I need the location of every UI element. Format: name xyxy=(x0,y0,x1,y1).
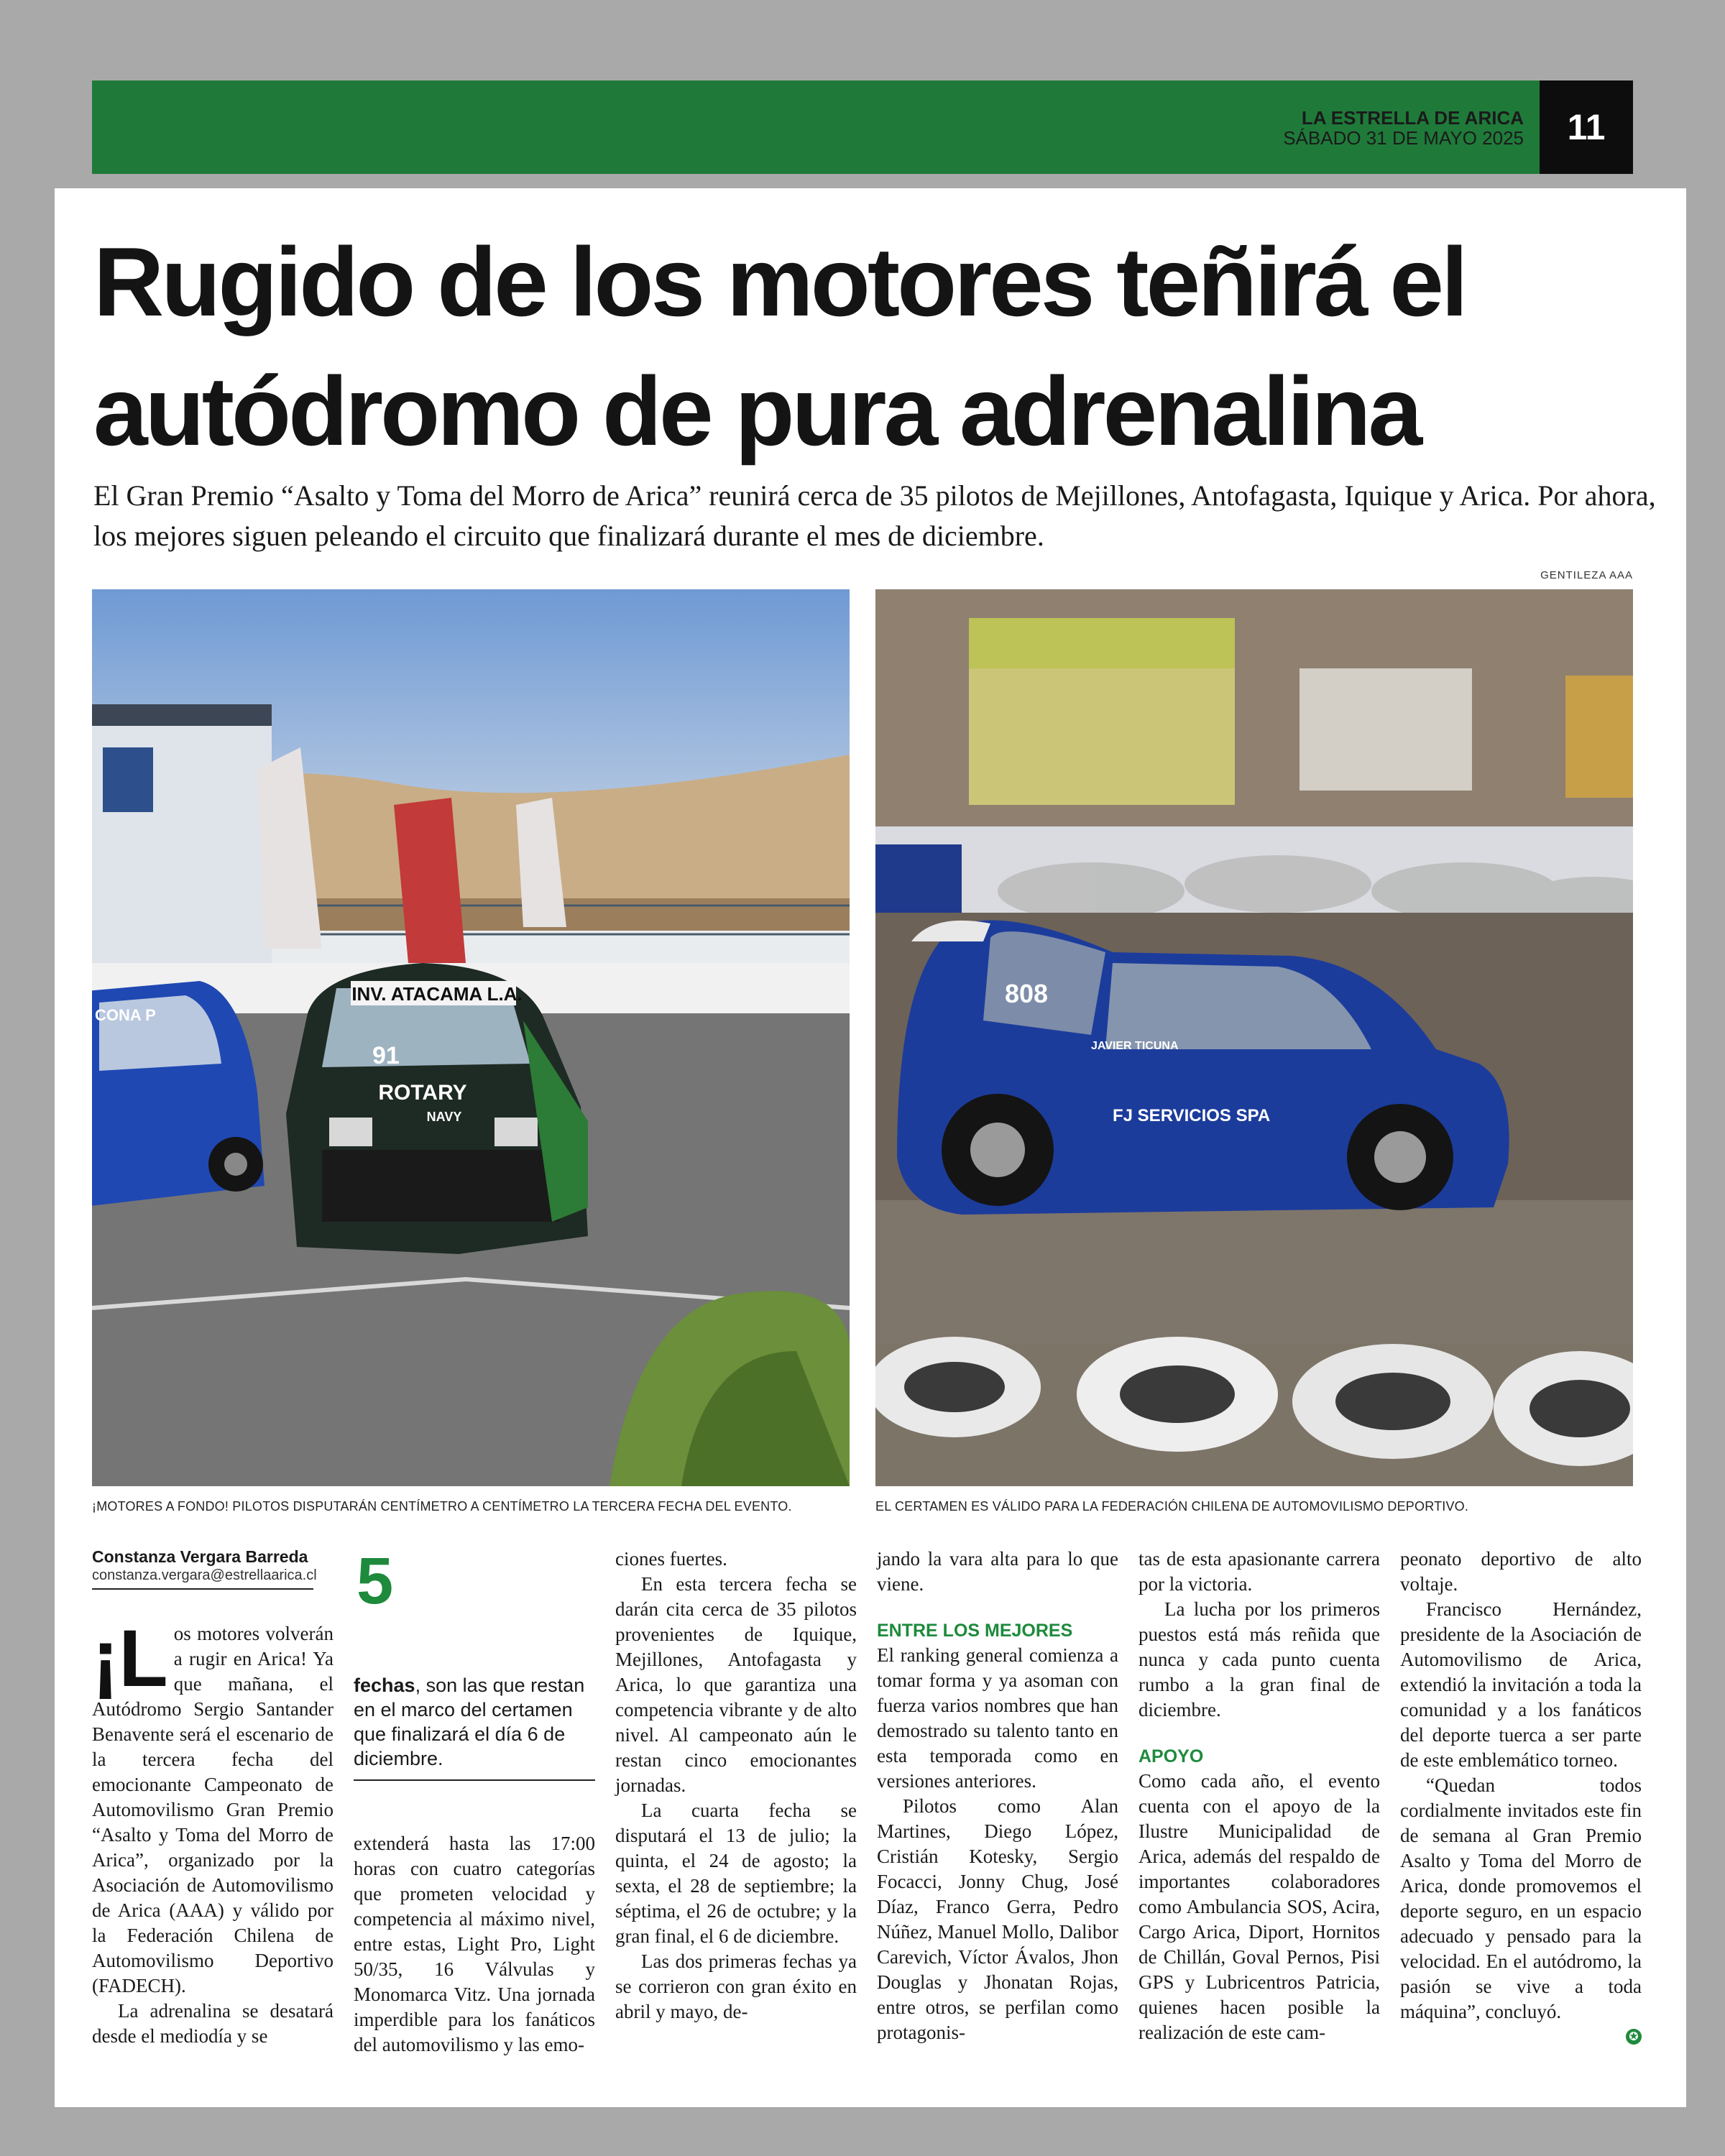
paragraph-4: La cuarta fecha se disputará el 13 de julio; la quinta, el 24 de agosto; la sexta, el 28 de septiembre; la séptima, el 26 de octubre; y la gran final, el 6 de diciembre. xyxy=(615,1800,857,1947)
paragraph-2-start: La adrenalina se desatará desde el mediodía y se xyxy=(92,2000,334,2047)
body-column-6 xyxy=(1400,1547,1642,2045)
byline-divider xyxy=(92,1588,313,1590)
photo-right xyxy=(875,589,1633,1486)
car-number-808: 808 xyxy=(1004,979,1049,1008)
publication-date: SÁBADO 31 DE MAYO 2025 xyxy=(1283,127,1524,149)
body-column-5 xyxy=(1138,1547,1380,2045)
publication-name: LA ESTRELLA DE ARICA xyxy=(1301,107,1524,129)
subhead-entre-los-mejores: ENTRE LOS MEJORES xyxy=(877,1621,1073,1641)
factbox-bold: fechas xyxy=(354,1674,415,1696)
car-label-conap: CONA P xyxy=(95,1006,156,1024)
caption-right: EL CERTAMEN ES VÁLIDO PARA LA FEDERACIÓN CHILENA DE AUTOMOVILISMO DEPORTIVO. xyxy=(875,1499,1469,1514)
paragraph-7-start: Pilotos como Alan Martines, Diego López, Cristián Kotesky, Sergio Focacci, Jonny Chug, José Díaz, Franco Gerra, Pedro Núñez, Manuel Mollo, Dalibor Carevich, Víctor Ávalos, Jhon Douglas y Jhonatan Rojas, entre otros, se perfilan como protagonis- xyxy=(877,1795,1118,2043)
byline-name: Constanza Vergara Barreda xyxy=(92,1547,308,1566)
paragraph-2-cont: extenderá hasta las 17:00 horas con cuatro categorías que prometen velocidad y competencia al máximo nivel, entre estas, Light Pro, Light 50/35, 16 Válvulas y Monomarca Vitz. Una jornada imperdible para los fanáticos del automovilismo y las emo- xyxy=(354,1833,595,2055)
paragraph-6: El ranking general comienza a tomar forma y ya asoman con fuerza varios nombres que han demostrado su talento tanto en esta temporada como en versiones anteriores. xyxy=(877,1644,1118,1792)
paragraph-5-start: Las dos primeras fechas ya se corrieron con gran éxito en abril y mayo, de- xyxy=(615,1950,857,2022)
car-label-sponsor: FJ SERVICIOS SPA xyxy=(1113,1106,1271,1125)
subheadline: El Gran Premio “Asalto y Toma del Morro de Arica” reunirá cerca de 35 pilotos de Mejillones, Antofagasta, Iquique y Arica. Por ahora, los mejores siguen peleando el circuito que finalizará durante el mes de diciembre. xyxy=(93,479,1656,552)
header-band xyxy=(92,80,1633,174)
body-column-1 xyxy=(92,1547,334,2049)
publication-info xyxy=(1283,108,1524,148)
car-label-atacama: INV. ATACAMA L.A. xyxy=(351,983,523,1005)
article-page xyxy=(55,188,1686,2107)
car-label-navy: NAVY xyxy=(426,1110,462,1124)
photo-right-illustration xyxy=(875,589,1633,1486)
subhead-apoyo: APOYO xyxy=(1138,1746,1204,1766)
paragraph-10: Francisco Hernández, presidente de la Asociación de Automovilismo de Arica, extendió la invitación a toda la comunidad y a los fanáticos del deporte tuerca a ser parte de este emblemático torneo. xyxy=(1400,1598,1642,1771)
paragraph-5-end: jando la vara alta para lo que viene. xyxy=(877,1548,1118,1595)
lead-paragraph xyxy=(92,1613,334,1999)
paragraph-7-end: tas de esta apasionante carrera por la victoria. xyxy=(1138,1548,1380,1595)
caption-left: ¡MOTORES A FONDO! PILOTOS DISPUTARÁN CENTÍMETRO A CENTÍMETRO LA TERCERA FECHA DEL EVENTO. xyxy=(92,1499,792,1514)
page-number: 11 xyxy=(1540,80,1633,174)
headline: Rugido de los motores teñirá el autódromo de pura adrenalina xyxy=(93,227,1466,466)
paragraph-9-start: Como cada año, el evento cuenta con el apoyo de la Ilustre Municipalidad de Arica, además del respaldo de importantes colaboradores como Ambulancia SOS, Acira, Cargo Arica, Diport, Hornitos de Chillán, Goval Pernos, Pisi GPS y Lubricentros Patricia, quienes hacen posible la realización de este cam- xyxy=(1138,1770,1380,2043)
paragraph-8: La lucha por los primeros puestos está más reñida que nunca y cada punto cuenta rumbo a la gran final de diciembre. xyxy=(1138,1598,1380,1720)
paragraph-3: En esta tercera fecha se darán cita cerca de 35 pilotos provenientes de Iquique, Mejillones, Antofagasta y Arica, lo que garantiza una competencia vibrante y de alto nivel. Al campeonato aún le restan cinco emocionantes jornadas. xyxy=(615,1573,857,1796)
paragraph-2-end: ciones fuertes. xyxy=(615,1548,727,1570)
byline-email: constanza.vergara@estrellaarica.cl xyxy=(92,1567,317,1583)
end-mark-icon: ✪ xyxy=(1626,2029,1642,2045)
paragraph-11: “Quedan todos cordialmente invitados este fin de semana al Gran Premio Asalto y Toma del Morro de Arica, donde promovemos el deporte seguro, en un espacio adecuado y pensado para la velocidad. En el autódromo, la pasión se vive a toda máquina”, concluyó. xyxy=(1400,1774,1642,2022)
dropcap: ¡L xyxy=(92,1613,168,1703)
car-label-driver: JAVIER TICUNA xyxy=(1091,1040,1179,1052)
factbox-text xyxy=(354,1673,595,1771)
body-column-3 xyxy=(615,1547,857,2024)
body-column-2 xyxy=(354,1544,595,2058)
paragraph-1: os motores volverán a rugir en Arica! Ya que mañana, el Autódromo Sergio Santander Benavente será el escenario de la tercera fecha del emocionante Campeonato de Automovilismo Gran Premio “Asalto y Toma del Morro de Arica”, organizado por la Asociación de Automovilismo de Arica (AAA) y válido por la Federación Chilena de Automovilismo Deportivo (FADECH). xyxy=(92,1623,334,1996)
factbox-divider xyxy=(354,1779,595,1781)
photo-left xyxy=(92,589,850,1486)
photo-left-illustration xyxy=(92,589,850,1486)
paragraph-9-end: peonato deportivo de alto voltaje. xyxy=(1400,1548,1642,1595)
car-label-rotary: ROTARY xyxy=(378,1081,467,1105)
body-column-4 xyxy=(877,1547,1118,2045)
factbox-number: 5 xyxy=(356,1544,394,1618)
photo-credit: GENTILEZA AAA xyxy=(1540,569,1633,581)
factbox-body: , son las que restan en el marco del certamen que finalizará el día 6 de diciembre. xyxy=(354,1674,585,1769)
car-number-91: 91 xyxy=(372,1042,400,1069)
